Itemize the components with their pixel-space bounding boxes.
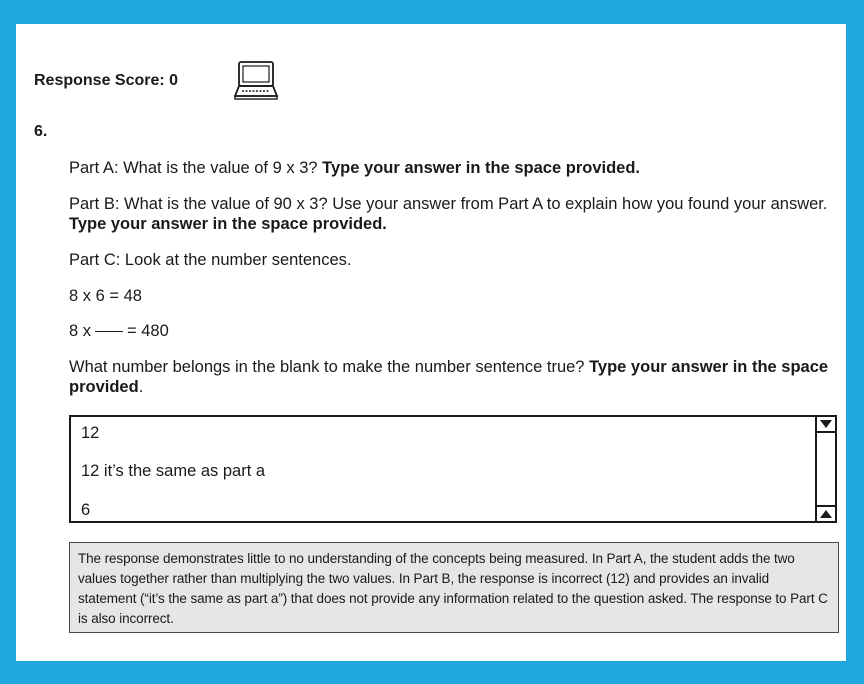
part-c-prompt-text: What number belongs in the blank to make the number sentence true? xyxy=(69,358,590,376)
blank-line xyxy=(95,331,123,332)
scroll-up-button[interactable] xyxy=(817,417,835,433)
response-card xyxy=(16,24,846,661)
part-b-text: Part B: What is the value of 90 x 3? Use your answer from Part A to explain how you found your answer. xyxy=(69,195,828,213)
response-line-2: 12 it’s the same as part a xyxy=(81,462,266,480)
response-line-1: 12 xyxy=(81,424,100,442)
computer-icon xyxy=(234,60,280,107)
part-c-instruction-end: . xyxy=(138,378,144,396)
part-b xyxy=(69,194,844,234)
scoring-annotation: The response demonstrates little to no understanding of the concepts being measured. In Part A, the student adds the two values together rather than multiplying the two values. In Part B, the response is incorrect (12) and provides an invalid statement (“it’s the same as part a”) that does not provide any information related to the question asked. The response to Part C is also incorrect. xyxy=(69,542,839,633)
sentence-2-right: = 480 xyxy=(127,322,169,340)
part-a-instruction: Type your answer in the space provided. xyxy=(322,159,641,177)
part-c-instruction: Type your answer in the space provided xyxy=(69,358,829,396)
vertical-scrollbar[interactable] xyxy=(815,417,835,521)
part-a xyxy=(69,158,844,178)
response-textarea[interactable] xyxy=(69,415,837,523)
part-c-prompt xyxy=(69,357,844,397)
arrow-up-icon xyxy=(820,510,832,518)
part-b-instruction: Type your answer in the space provided. xyxy=(69,215,387,233)
sentence-2-left: 8 x xyxy=(69,322,92,340)
scroll-down-button[interactable] xyxy=(817,505,835,521)
response-line-3: 6 xyxy=(81,501,91,519)
number-sentence-1: 8 x 6 = 48 xyxy=(69,287,142,305)
question-number: 6. xyxy=(34,123,48,140)
arrow-down-icon xyxy=(820,420,832,428)
part-a-text: Part A: What is the value of 9 x 3? xyxy=(69,159,323,177)
response-score: Response Score: 0 xyxy=(34,72,179,89)
number-sentence-2 xyxy=(69,321,844,341)
part-c-intro: Part C: Look at the number sentences. xyxy=(69,251,352,269)
